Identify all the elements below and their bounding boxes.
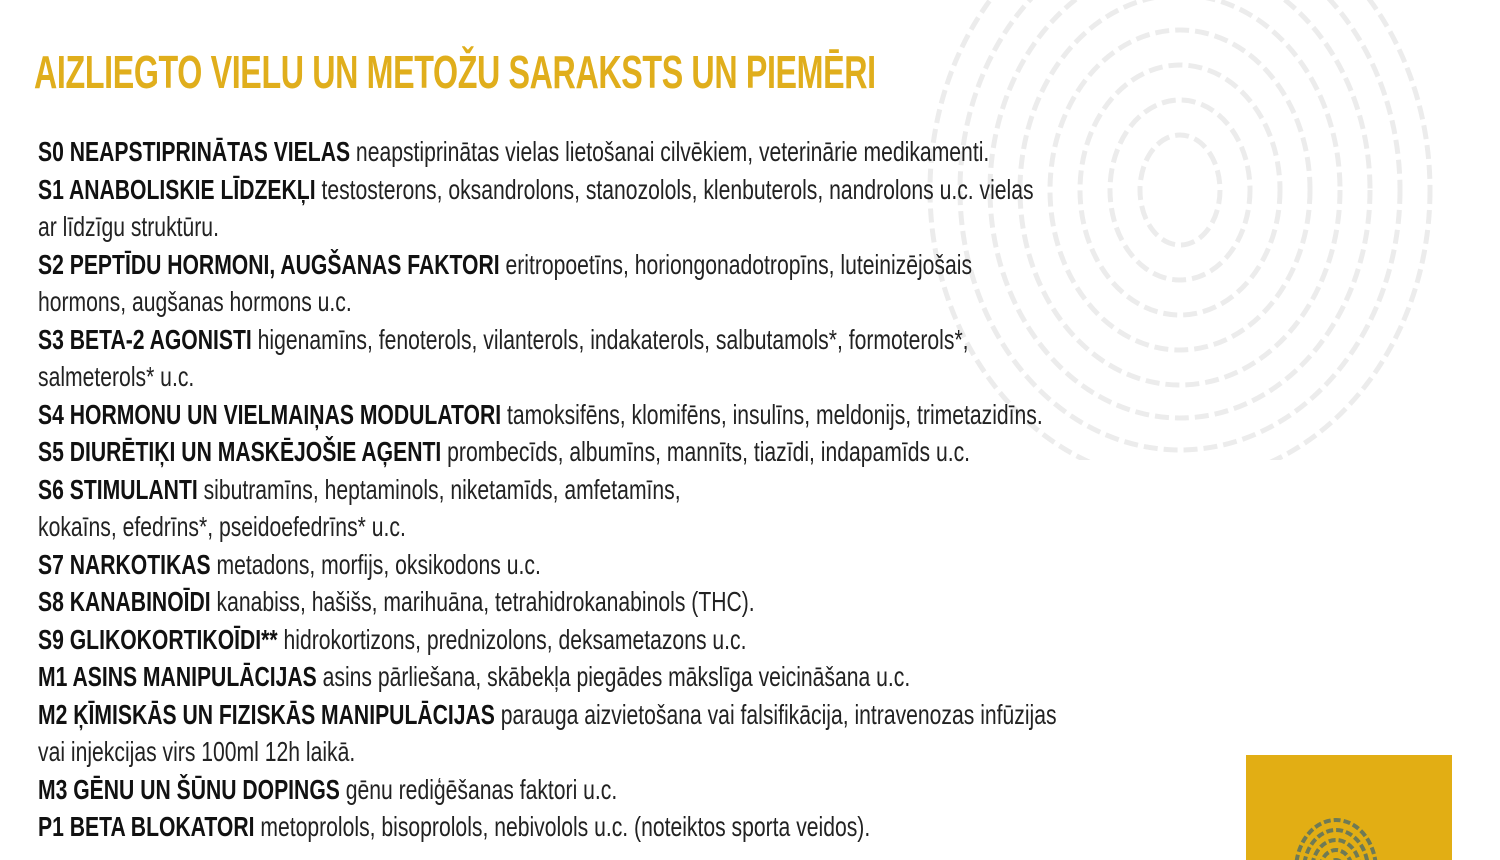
category-examples: hidrokortizons, prednizolons, deksametazons u.c. xyxy=(277,623,747,655)
category-name: S5 DIURĒTIĶI UN MASKĒJOŠIE AĢENTI xyxy=(38,436,442,467)
category-examples: tamoksifēns, klomifēns, insulīns, meldonijs, trimetazidīns. xyxy=(501,398,1043,430)
category-examples: asins pārliešana, skābekļa piegādes mākslīga veicināšana u.c. xyxy=(316,661,911,692)
category-name: P1 BETA BLOKATORI xyxy=(38,811,255,842)
category-name: S9 GLIKOKORTIKOĪDI** xyxy=(38,623,278,655)
list-item-s3-cont xyxy=(38,358,1500,396)
category-name: S4 HORMONU UN VIELMAIŅAS MODULATORI xyxy=(38,398,502,430)
list-item-m2 xyxy=(38,696,1500,734)
category-examples: higenamīns, fenoterols, vilanterols, indakaterols, salbutamols*, formoterols*, xyxy=(251,323,969,355)
list-item-s4 xyxy=(38,396,1500,434)
substance-list xyxy=(38,133,1500,846)
category-name: S2 PEPTĪDU HORMONI, AUGŠANAS FAKTORI xyxy=(38,248,500,280)
category-examples: metadons, morfijs, oksikodons u.c. xyxy=(210,548,541,580)
category-examples-cont: hormons, augšanas hormons u.c. xyxy=(38,286,352,317)
list-item-s1 xyxy=(38,171,1500,209)
fingerprint-icon xyxy=(1276,800,1396,860)
category-examples-cont: ar līdzīgu struktūru. xyxy=(38,211,219,242)
list-item-s9 xyxy=(38,621,1500,659)
category-name: M2 ĶĪMISKĀS UN FIZISKĀS MANIPULĀCIJAS xyxy=(38,698,495,730)
category-examples: gēnu rediģēšanas faktori u.c. xyxy=(339,773,618,805)
list-item-s6-cont xyxy=(38,508,1500,546)
category-examples: parauga aizvietošana vai falsifikācija, intravenozas infūzijas xyxy=(494,698,1057,730)
category-examples: neapstiprinātas vielas lietošanai cilvēkiem, veterinārie medikamenti. xyxy=(350,136,990,167)
category-name: S1 ANABOLISKIE LĪDZEKĻI xyxy=(38,173,316,205)
category-examples-cont: vai injekcijas virs 100ml 12h laikā. xyxy=(38,736,356,767)
list-item-s8 xyxy=(38,583,1500,621)
category-examples-cont: salmeterols* u.c. xyxy=(38,361,195,392)
category-name: S3 BETA-2 AGONISTI xyxy=(38,323,252,355)
list-item-s1-cont xyxy=(38,208,1500,246)
category-examples: kanabiss, hašišs, marihuāna, tetrahidrokanabinols (THC). xyxy=(210,586,755,617)
list-item-s3 xyxy=(38,321,1500,359)
category-examples: testosterons, oksandrolons, stanozolols, klenbuterols, nandrolons u.c. vielas xyxy=(315,173,1034,205)
category-examples: sibutramīns, heptaminols, niketamīds, amfetamīns, xyxy=(197,473,681,505)
category-name: S7 NARKOTIKAS xyxy=(38,548,211,580)
category-name: S6 STIMULANTI xyxy=(38,473,198,505)
list-item-s2 xyxy=(38,246,1500,284)
category-examples-cont: kokaīns, efedrīns*, pseidoefedrīns* u.c. xyxy=(38,511,406,542)
category-examples: metoprolols, bisoprolols, nebivolols u.c. (noteiktos sporta veidos). xyxy=(254,811,871,842)
list-item-s7 xyxy=(38,546,1500,584)
list-item-s2-cont xyxy=(38,283,1500,321)
page-title: AIZLIEGTO VIELU UN METOŽU SARAKSTS UN PIEMĒRI xyxy=(34,46,876,98)
fingerprint-badge xyxy=(1246,755,1452,860)
category-examples: prombecīds, albumīns, mannīts, tiazīdi, indapamīds u.c. xyxy=(441,436,971,467)
category-examples: eritropoetīns, horiongonadotropīns, luteinizējošais xyxy=(499,248,973,280)
category-name: M3 GĒNU UN ŠŪNU DOPINGS xyxy=(38,773,340,805)
list-item-m1 xyxy=(38,658,1500,696)
list-item-s5 xyxy=(38,433,1500,471)
category-name: S8 KANABINOĪDI xyxy=(38,586,211,617)
list-item-s0 xyxy=(38,133,1500,171)
category-name: S0 NEAPSTIPRINĀTAS VIELAS xyxy=(38,136,351,167)
list-item-s6 xyxy=(38,471,1500,509)
category-name: M1 ASINS MANIPULĀCIJAS xyxy=(38,661,317,692)
